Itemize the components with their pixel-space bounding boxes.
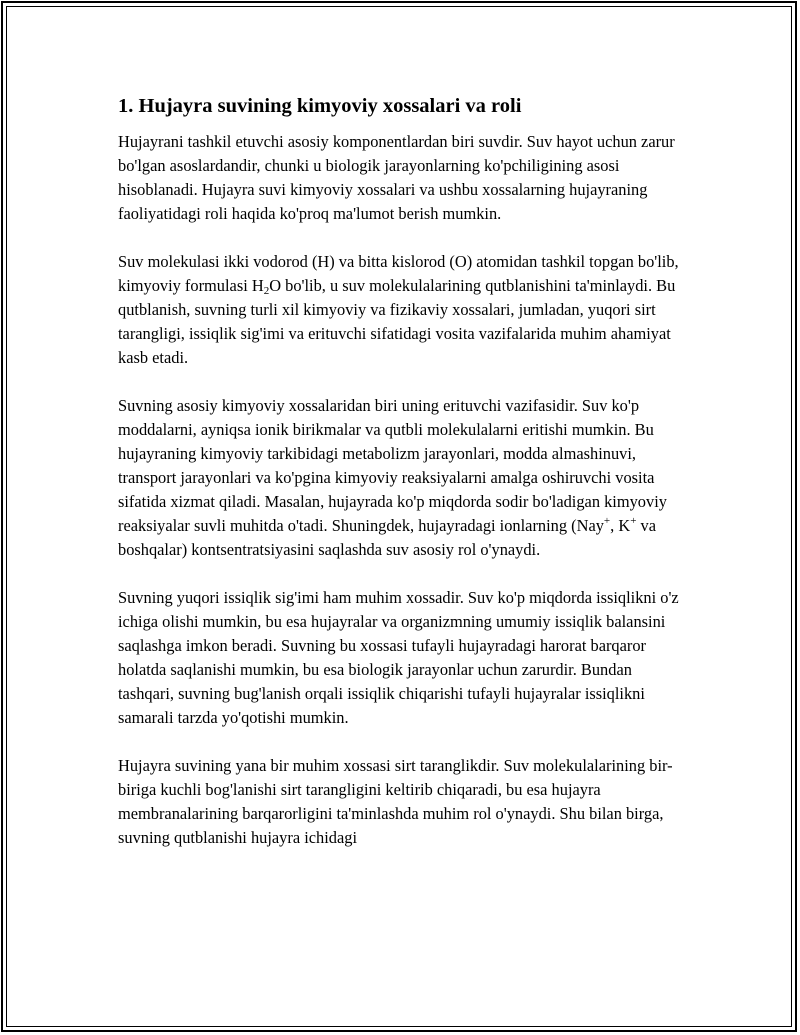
ion-potassium: K+ — [618, 515, 637, 535]
paragraph-heat-capacity: Suvning yuqori issiqlik sig'imi ham muhim xossadir. Suv ko'p miqdorda issiqlikni o'z ichiga olishi mumkin, bu esa hujayralar va organizmning umumiy issiqlik balansini saqlashga imkon beradi. Suvning bu xossasi tufayli hujayradagi harorat barqaror holatda saqlanishi mumkin, bu esa biologik jarayonlar uchun zarurdir. Bundan tashqari, suvning bug'lanish orqali issiqlik chiqarishi tufayli hujayralar issiqlikni samarali tarzda yo'qotishi mumkin. — [118, 588, 679, 727]
paragraph-solvent: Suvning asosiy kimyoviy xossalaridan biri uning erituvchi vazifasidir. Suv ko'p moddalarni, ayniqsa ionik birikmalar va qutbli molekulalarni eritishi mumkin. Bu hujayraning kimyoviy tarkibidagi metabolizm jarayonlari, modda almashinuvi, transport jarayonlari va ko'pgina kimyoviy reaksiyalarni amalga oshiruvchi vosita sifatida xizmat qiladi. Masalan, hujayrada ko'p miqdorda sodir bo'ladigan kimyoviy reaksiyalar suvli muhitda o'tadi. Shuningdek, hujayradagi ionlarning (Nay+, K+ va boshqalar) kontsentratsiyasini saqlashda suv asosiy rol o'ynaydi. — [118, 396, 667, 559]
document-page — [118, 92, 690, 874]
paragraph-surface-tension: Hujayra suvining yana bir muhim xossasi sirt taranglikdir. Suv molekulalarining bir-biriga kuchli bog'lanishi sirt tarangligini keltirib chiqaradi, bu esa hujayra membranalarining barqarorligini ta'minlashda muhim rol o'ynaydi. Shu bilan birga, suvning qutblanishi hujayra ichidagi — [118, 756, 673, 847]
section-heading: 1. Hujayra suvining kimyoviy xossalari va roli — [118, 95, 522, 117]
paragraph-text: bo'lib, u suv molekulalarining qutblanishini ta'minlaydi. Bu qutblanish, suvning turli xil kimyoviy va fizikaviy xossalari, jumladan, yuqori sirt tarangligi, issiqlik sig'imi va erituvchi sifatidagi vosita vazifalarida muhim ahamiyat kasb etadi. — [118, 276, 676, 367]
ion-sodium: Nay+ — [576, 515, 611, 535]
formula-water: $H_2O$ — [251, 276, 282, 297]
paragraph-molecule — [118, 250, 690, 370]
paragraph-text: Suv molekulasi ikki vodorod (H) va bitta kislorod (O) atomidan tashkil topgan bo'lib, kimyoviy formulasi — [118, 252, 679, 295]
paragraph-intro: Hujayrani tashkil etuvchi asosiy komponentlardan biri suvdir. Suv hayot uchun zarur bo'lgan asoslardandir, chunki u biologik jarayonlarning ko'pchiligining asosi hisoblanadi. Hujayra suvi kimyoviy xossalari va ushbu xossalarning hujayraning faoliyatidagi roli haqida ko'proq ma'lumot berish mumkin. — [118, 132, 675, 223]
paragraph-text: va boshqalar) kontsentratsiyasini saqlashda suv asosiy rol o'ynaydi. — [118, 516, 656, 559]
paragraph-text: Suvning asosiy kimyoviy xossalaridan biri uning erituvchi vazifasidir. Suv ko'p moddalarni, ayniqsa ionik birikmalar va qutbli molekulalarni eritishi mumkin. Bu hujayraning kimyoviy tarkibidagi metabolizm jarayonlari, modda almashinuvi, transport jarayonlari va ko'pgina kimyoviy reaksiyalarni amalga oshiruvchi vosita sifatida xizmat qiladi. Masalan, hujayrada ko'p miqdorda sodir bo'ladigan kimyoviy reaksiyalar suvli muhitda o'tadi. Shuningdek, hujayradagi ionlarning ( — [118, 396, 667, 535]
